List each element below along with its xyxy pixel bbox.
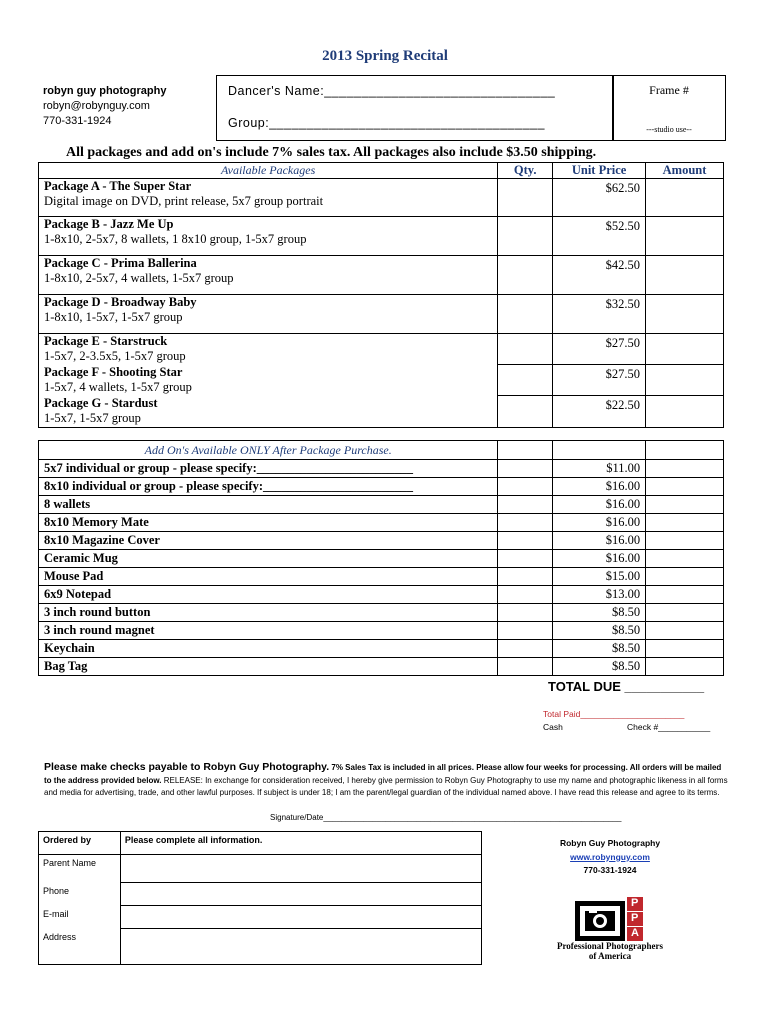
package-contents: Digital image on DVD, print release, 5x7 group portrait	[44, 194, 324, 208]
package-unit-price: $27.50	[553, 334, 646, 365]
package-name: Package B - Jazz Me Up	[44, 217, 174, 231]
studio-use-label: ---studio use--	[646, 125, 692, 134]
footer-studio-name: Robyn Guy Photography	[559, 838, 661, 848]
ppa-caption-line2: of America	[588, 950, 632, 961]
addons-table	[38, 440, 724, 676]
group-field[interactable]: Group:_____________________________________	[228, 116, 545, 130]
addon-unit-price: $16.00	[553, 532, 646, 550]
order-header-row	[39, 832, 482, 855]
package-qty-cell[interactable]	[498, 179, 553, 217]
dancer-name-field[interactable]: Dancer's Name:_______________________________	[228, 84, 556, 98]
package-description-cell	[39, 295, 498, 334]
frame-box	[612, 75, 726, 141]
footer-phone: 770-331-1924	[583, 865, 637, 875]
package-contents: 1-5x7, 4 wallets, 1-5x7 group	[44, 379, 192, 394]
package-row	[39, 217, 724, 256]
addon-unit-price: $16.00	[553, 496, 646, 514]
address-input[interactable]	[120, 929, 481, 965]
checks-payable-note: Please make checks payable to Robyn Guy Photography.	[44, 761, 330, 773]
addon-amount-cell[interactable]	[646, 604, 724, 622]
package-amount-cell[interactable]	[646, 334, 724, 365]
addon-name: 8x10 individual or group - please specify:________________________	[39, 478, 498, 496]
parent-name-input[interactable]	[120, 855, 481, 883]
addon-amount-cell[interactable]	[646, 586, 724, 604]
addon-name: 8 wallets	[39, 496, 498, 514]
package-description-cell	[39, 396, 498, 428]
package-qty-cell[interactable]	[498, 334, 553, 365]
logo-letter-1: P	[631, 897, 639, 909]
package-description-cell	[39, 256, 498, 295]
package-description-cell	[39, 365, 498, 396]
addon-qty-cell[interactable]	[498, 514, 553, 532]
processing-note: 7% Sales Tax is included in all prices. Please allow four weeks for processing. All orders will be mailed to the address provided below.	[44, 763, 722, 785]
package-unit-price: $42.50	[553, 256, 646, 295]
package-description-cell	[39, 334, 498, 365]
addon-qty-cell[interactable]	[498, 604, 553, 622]
phone-label: Phone	[39, 883, 121, 906]
package-contents: 1-5x7, 1-5x7 group	[44, 410, 141, 425]
order-row-address	[39, 929, 482, 965]
addons-header: Add On's Available ONLY After Package Purchase.	[39, 441, 498, 460]
packages-table	[38, 162, 724, 428]
addon-name: 5x7 individual or group - please specify:_________________________	[39, 460, 498, 478]
package-row	[39, 396, 724, 428]
package-name: Package E - Starstruck	[44, 334, 168, 348]
addon-name: 3 inch round button	[39, 604, 498, 622]
addon-amount-cell[interactable]	[646, 658, 724, 676]
addon-amount-cell[interactable]	[646, 568, 724, 586]
ppa-logo	[575, 897, 655, 943]
package-qty-cell[interactable]	[498, 217, 553, 256]
package-name: Package G - Stardust	[44, 395, 158, 410]
package-unit-price: $52.50	[553, 217, 646, 256]
package-qty-cell[interactable]	[498, 295, 553, 334]
order-row-email	[39, 906, 482, 929]
package-qty-cell[interactable]	[498, 396, 553, 428]
addon-row	[39, 460, 724, 478]
total-due: TOTAL DUE ___________	[548, 679, 705, 694]
package-name: Package C - Prima Ballerina	[44, 256, 197, 270]
addon-qty-cell[interactable]	[498, 622, 553, 640]
addon-qty-cell[interactable]	[498, 496, 553, 514]
addon-unit-price: $16.00	[553, 514, 646, 532]
package-amount-cell[interactable]	[646, 295, 724, 334]
addon-row	[39, 532, 724, 550]
package-row	[39, 365, 724, 396]
addon-unit-price: $16.00	[553, 478, 646, 496]
studio-email: robyn@robynguy.com	[43, 100, 150, 112]
addon-amount-cell[interactable]	[646, 550, 724, 568]
package-amount-cell[interactable]	[646, 217, 724, 256]
addon-amount-cell[interactable]	[646, 514, 724, 532]
package-amount-cell[interactable]	[646, 256, 724, 295]
addon-row	[39, 478, 724, 496]
order-info-table	[38, 831, 482, 965]
package-row	[39, 256, 724, 295]
package-qty-cell[interactable]	[498, 365, 553, 396]
addon-qty-cell[interactable]	[498, 460, 553, 478]
studio-phone: 770-331-1924	[43, 115, 112, 127]
addon-qty-cell[interactable]	[498, 532, 553, 550]
qty-header: Qty.	[498, 163, 553, 179]
addon-name: Keychain	[39, 640, 498, 658]
complete-info-label: Please complete all information.	[120, 832, 481, 855]
packages-header-row	[39, 163, 724, 179]
addon-qty-cell[interactable]	[498, 478, 553, 496]
amount-header: Amount	[646, 163, 724, 179]
addon-qty-cell[interactable]	[498, 640, 553, 658]
addons-header-qty	[498, 441, 553, 460]
addons-header-price	[553, 441, 646, 460]
parent-name-label: Parent Name	[39, 855, 121, 883]
addon-name: 6x9 Notepad	[39, 586, 498, 604]
package-amount-cell[interactable]	[646, 179, 724, 217]
package-unit-price: $32.50	[553, 295, 646, 334]
addon-qty-cell[interactable]	[498, 568, 553, 586]
unit-price-header: Unit Price	[553, 163, 646, 179]
email-input[interactable]	[120, 906, 481, 929]
package-qty-cell[interactable]	[498, 256, 553, 295]
addon-name: 3 inch round magnet	[39, 622, 498, 640]
addon-row	[39, 514, 724, 532]
footer-contact	[530, 837, 690, 878]
package-name: Package A - The Super Star	[44, 179, 192, 193]
package-description-cell	[39, 179, 498, 217]
addon-name: Ceramic Mug	[39, 550, 498, 568]
addons-header-row	[39, 441, 724, 460]
cash-label: Cash	[543, 722, 563, 732]
addon-row	[39, 496, 724, 514]
package-name: Package F - Shooting Star	[44, 364, 183, 379]
addon-row	[39, 640, 724, 658]
package-row	[39, 179, 724, 217]
addon-row	[39, 586, 724, 604]
logo-letter-3: A	[631, 927, 639, 939]
order-row-phone	[39, 883, 482, 906]
addon-unit-price: $11.00	[553, 460, 646, 478]
page-title: 2013 Spring Recital	[322, 48, 448, 64]
addon-unit-price: $8.50	[553, 658, 646, 676]
addon-amount-cell[interactable]	[646, 640, 724, 658]
addon-row	[39, 658, 724, 676]
addon-amount-cell[interactable]	[646, 478, 724, 496]
addon-qty-cell[interactable]	[498, 586, 553, 604]
dancer-info-box	[216, 75, 614, 141]
footer-website-link[interactable]: www.robynguy.com	[570, 851, 650, 862]
ppa-logo-caption	[540, 942, 680, 961]
phone-input[interactable]	[120, 883, 481, 906]
studio-name: robyn guy photography	[43, 85, 167, 97]
ppa-caption-line1: Professional Photographers	[556, 941, 664, 951]
addons-header-amount	[646, 441, 724, 460]
addon-qty-cell[interactable]	[498, 550, 553, 568]
addon-unit-price: $16.00	[553, 550, 646, 568]
signature-line[interactable]: Signature/Date___________________________________________________________________	[270, 813, 622, 822]
package-row	[39, 334, 724, 365]
addon-name: 8x10 Magazine Cover	[39, 532, 498, 550]
package-amount-cell[interactable]	[646, 396, 724, 428]
tax-note: All packages and add on's include 7% sales tax. All packages also include $3.50 shipping.	[66, 145, 597, 160]
addon-row	[39, 604, 724, 622]
addon-unit-price: $8.50	[553, 622, 646, 640]
ordered-by-label: Ordered by	[39, 832, 121, 855]
addon-unit-price: $15.00	[553, 568, 646, 586]
package-row	[39, 295, 724, 334]
package-contents: 1-8x10, 2-5x7, 8 wallets, 1 8x10 group, 1-5x7 group	[44, 232, 307, 246]
addon-name: Mouse Pad	[39, 568, 498, 586]
addon-qty-cell[interactable]	[498, 658, 553, 676]
addon-unit-price: $8.50	[553, 640, 646, 658]
package-name: Package D - Broadway Baby	[44, 295, 197, 309]
package-description-cell	[39, 217, 498, 256]
studio-info	[43, 84, 166, 129]
addon-amount-cell[interactable]	[646, 532, 724, 550]
ppa-logo-graphic	[575, 897, 655, 943]
addon-name: 8x10 Memory Mate	[39, 514, 498, 532]
package-amount-cell[interactable]	[646, 365, 724, 396]
addon-row	[39, 550, 724, 568]
addon-name: Bag Tag	[39, 658, 498, 676]
addon-unit-price: $8.50	[553, 604, 646, 622]
check-number: Check #___________	[627, 722, 711, 732]
address-label: Address	[39, 929, 121, 965]
addon-amount-cell[interactable]	[646, 496, 724, 514]
package-contents: 1-5x7, 2-3.5x5, 1-5x7 group	[44, 349, 186, 363]
package-contents: 1-8x10, 1-5x7, 1-5x7 group	[44, 310, 183, 324]
package-unit-price: $27.50	[553, 365, 646, 396]
release-paragraph	[44, 761, 730, 800]
addon-row	[39, 622, 724, 640]
addon-amount-cell[interactable]	[646, 460, 724, 478]
release-text: RELEASE: In exchange for consideration received, I hereby give permission to Robyn Guy Photography to use my name and photographic likeness in all forms and media for advertising, trade, and other lawful purposes. If subject is under 18; I am the parent/legal guardian of the individual named above. I have read this release and agree to its terms.	[44, 775, 728, 797]
package-unit-price: $62.50	[553, 179, 646, 217]
package-contents: 1-8x10, 2-5x7, 4 wallets, 1-5x7 group	[44, 271, 234, 285]
addon-unit-price: $13.00	[553, 586, 646, 604]
addon-row	[39, 568, 724, 586]
package-unit-price: $22.50	[553, 396, 646, 428]
order-row-parent	[39, 855, 482, 883]
total-paid: Total Paid______________________	[543, 709, 685, 719]
email-label: E-mail	[39, 906, 121, 929]
logo-letter-2: P	[631, 912, 639, 924]
addon-amount-cell[interactable]	[646, 622, 724, 640]
frame-number-label: Frame #	[649, 83, 689, 97]
available-packages-header: Available Packages	[39, 163, 498, 179]
